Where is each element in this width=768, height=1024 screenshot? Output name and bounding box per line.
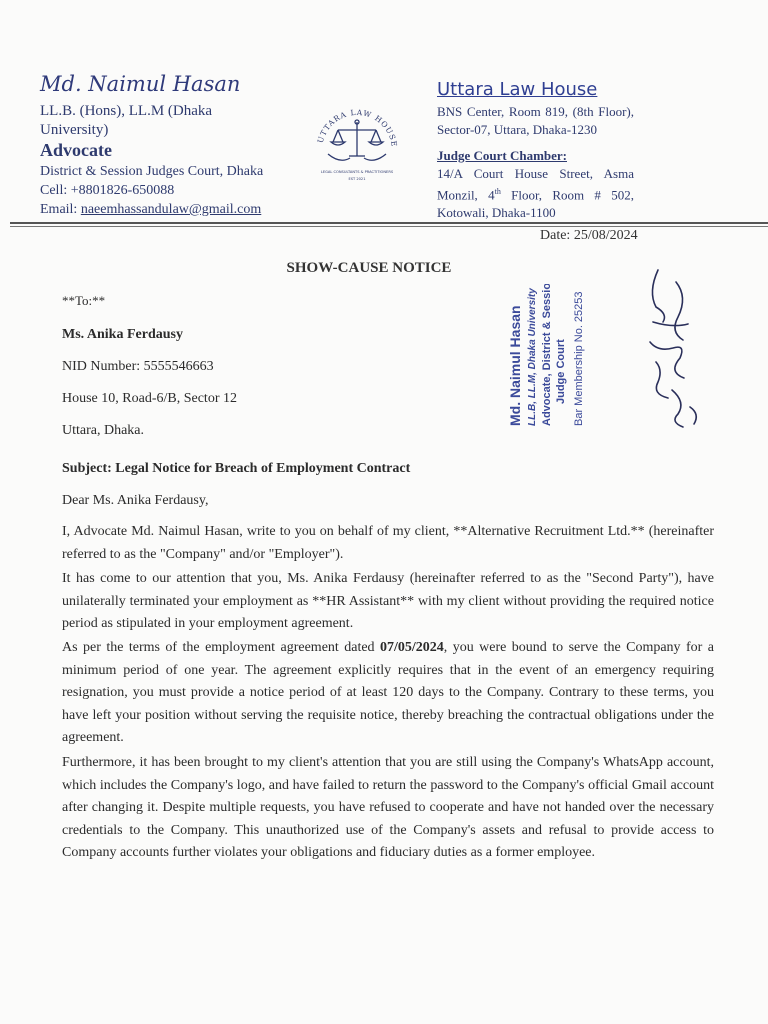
paragraph-4: Furthermore, it has been brought to my client's attention that you are still using the Company's WhatsApp account, which includes the Company's logo, and have failed to return the password to the Company's official Gmail account after changing it. Despite multiple requests, you have refused to cooperate and have not handed over the necessary credentials to the Company. This unauthorized use of the Company's assets and refusal to provide access to Company accounts further violates your obligations and fiduciary duties as a former employee. (62, 755, 714, 861)
to-label: **To:** (62, 293, 106, 308)
notice-date: Date: 25/08/2024 (540, 228, 638, 243)
stamp-line-4: Judge Court (555, 339, 567, 404)
logo-est-text: EST 2021 (348, 177, 366, 181)
subject-line: Subject: Legal Notice for Breach of Employment Contract (62, 461, 411, 476)
recipient-address-1: House 10, Road-6/B, Sector 12 (62, 391, 237, 406)
recipient-nid: NID Number: 5555546663 (62, 359, 214, 374)
chamber-address (437, 165, 634, 222)
stamp-line-3: Advocate, District & Session (541, 284, 553, 426)
firm-name: Uttara Law House (437, 79, 598, 100)
recipient-name: Ms. Anika Ferdausy (62, 327, 183, 342)
chamber-address-part2: Floor, Room # 502, Kotowali, Dhaka-1100 (437, 187, 634, 221)
firm-logo (300, 98, 414, 190)
email-label: Email: (40, 202, 81, 217)
degree-line-1: LL.B. (Hons), LL.M (Dhaka (40, 103, 213, 119)
paragraph-3-part2: , you were bound to serve the Company for a minimum period of one year. The agreement explicitly requires that in the event of an emergency requiring resignation, you must provide a notice period of at least 120 days to the Company. Contrary to these terms, you have left your position without serving the requisite notice, thereby breaching the contractual obligations under the agreement. (62, 640, 714, 746)
logo-bottom-text: LEGAL CONSULTANTS & PRACTITIONERS (320, 170, 394, 174)
email-link[interactable]: naeemhassandulaw@gmail.com (80, 202, 262, 217)
salutation: Dear Ms. Anika Ferdausy, (62, 493, 209, 508)
recipient-address-2: Uttara, Dhaka. (62, 423, 145, 438)
scales-of-justice-icon (300, 98, 414, 190)
header-divider (10, 222, 768, 224)
paragraph-3-part1: As per the terms of the employment agreement dated (62, 640, 380, 655)
logo-top-text: UTTARA LAW HOUSE (315, 107, 399, 148)
chamber-address-part1: 14/A Court House Street, Asma Monzil, 4 (437, 166, 634, 203)
stamp-line-1: Md. Naimul Hasan (507, 305, 523, 426)
email-line (40, 200, 261, 219)
notice-title: SHOW-CAUSE NOTICE (286, 260, 452, 276)
degree-line-2: University) (40, 122, 109, 138)
stamp-line-5: Bar Membership No. 25253 (573, 291, 585, 426)
paragraph-3 (62, 637, 714, 750)
handwritten-signature (628, 262, 708, 437)
designation: Advocate (40, 140, 112, 160)
stamp-line-2: LL.B, LL.M, Dhaka University (527, 288, 538, 426)
paragraph-2: It has come to our attention that you, Ms. Anika Ferdausy (hereinafter referred to as the "Second Party"), have unilaterally terminated your employment as **HR Assistant** with my client without providing the required notice period as stipulated in your employment agreement. (62, 571, 714, 632)
cell-number: Cell: +8801826-650088 (40, 183, 175, 198)
chamber-title: Judge Court Chamber: (437, 148, 567, 163)
chamber-address-sup: th (494, 187, 501, 196)
header-divider-thin (10, 226, 768, 227)
agreement-date: 07/05/2024 (380, 640, 444, 655)
advocate-stamp (498, 284, 594, 434)
firm-address: BNS Center, Room 819, (8th Floor), Sector-07, Uttara, Dhaka-1230 (437, 104, 634, 137)
lawyer-name: Md. Naimul Hasan (40, 72, 241, 96)
court-name: District & Session Judges Court, Dhaka (40, 164, 264, 179)
paragraph-1: I, Advocate Md. Naimul Hasan, write to you on behalf of my client, **Alternative Recruitment Ltd.** (hereinafter referred to as the "Company" and/or "Employer"). (62, 524, 714, 562)
